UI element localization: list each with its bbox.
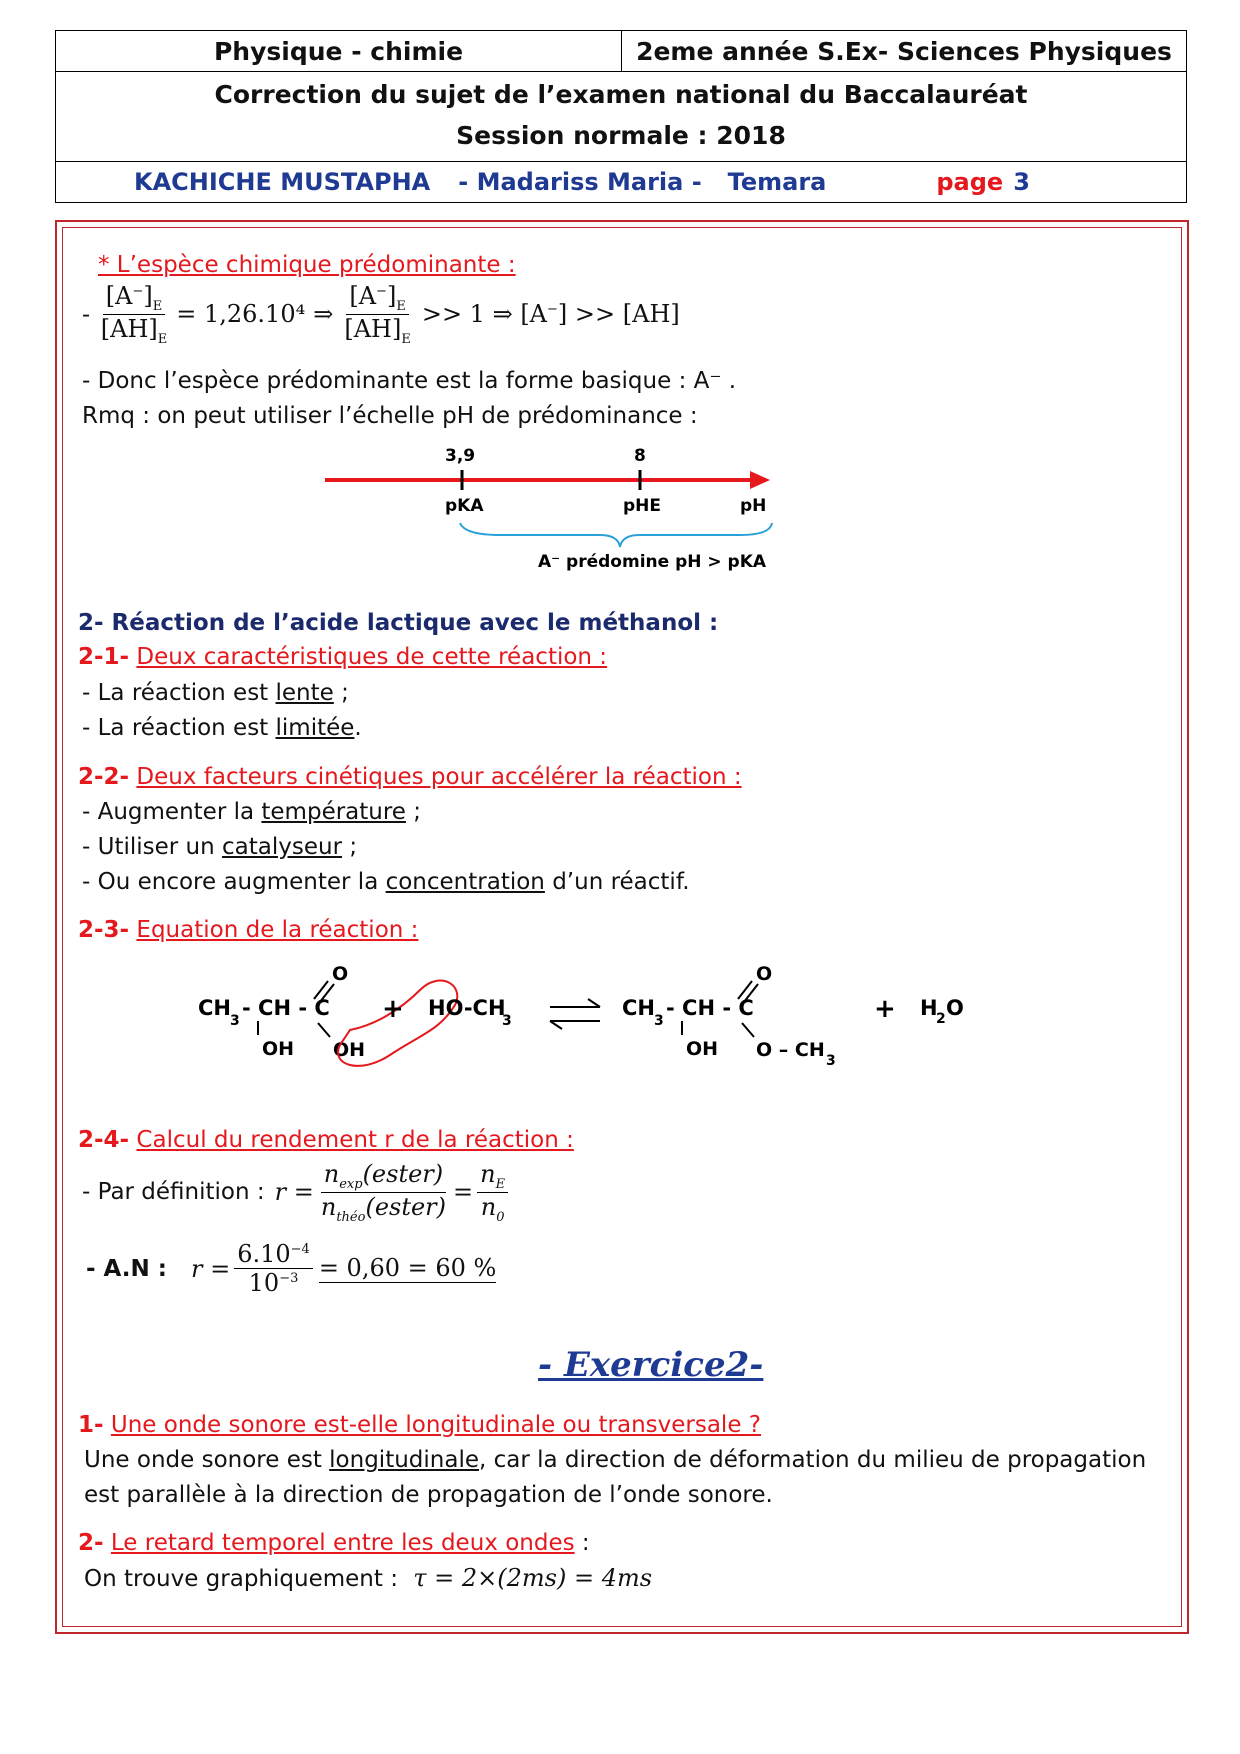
svg-text:- CH - C: - CH - C bbox=[666, 996, 754, 1020]
svg-text:3: 3 bbox=[826, 1053, 836, 1069]
ex2-q1-heading: 1- Une onde sonore est-elle longitudinale ou transversale ? bbox=[78, 1412, 761, 1438]
svg-text:O – CH: O – CH bbox=[756, 1039, 825, 1061]
header-author-row bbox=[56, 161, 1186, 202]
phe-label: pHE bbox=[623, 496, 662, 516]
page-header bbox=[55, 30, 1187, 203]
q22-line-3: - Ou encore augmenter la concentration d’un réactif. bbox=[82, 869, 690, 895]
phe-value: 8 bbox=[634, 446, 646, 466]
espece-heading: * L’espèce chimique prédominante : bbox=[98, 252, 516, 278]
q22-heading: 2-2- Deux facteurs cinétiques pour accélérer la réaction : bbox=[78, 764, 742, 790]
ex2-q2-line: On trouve graphiquement : τ = 2×(2ms) = 4ms bbox=[84, 1564, 653, 1592]
svg-text:+: + bbox=[874, 994, 896, 1024]
ph-label: pH bbox=[740, 496, 767, 516]
q22-line-1: - Augmenter la température ; bbox=[82, 799, 422, 825]
rendement-application: - A.N : r = $\frac{6.10^{-4}}{10^{-3}}$ = 0,60 = 60 % bbox=[86, 1240, 497, 1297]
svg-text:O: O bbox=[332, 963, 349, 985]
q21-line-2: - La réaction est limitée. bbox=[82, 715, 362, 741]
rmq-text: Rmq : on peut utiliser l’échelle pH de prédominance : bbox=[82, 403, 698, 429]
subject-cell: Physique - chimie bbox=[56, 31, 622, 71]
rendement-definition: - Par définition : r = $\frac{n_{exp}(ester)}{n_{théo}(ester)}$ = $\frac{n_E}{n_0}$ bbox=[82, 1160, 508, 1225]
author-name: KACHICHE MUSTAPHA bbox=[134, 168, 431, 196]
ex2-q1-line-1: Une onde sonore est longitudinale, car la direction de déformation du milieu de propagation bbox=[84, 1447, 1147, 1473]
espece-conclusion: - Donc l’espèce prédominante est la forme basique : A⁻ . bbox=[82, 368, 737, 394]
ratio-formula: - $\frac{[A^-]_E}{[AH]_E}$ = 1,26.10⁴ ⇒ $\frac{[A^-]_E}{[AH]_E}$ >> 1 ⇒ [A−] >> [AH] bbox=[82, 282, 680, 347]
q21-line-1: - La réaction est lente ; bbox=[82, 680, 349, 706]
level-cell: 2eme année S.Ex- Sciences Physiques bbox=[636, 36, 1172, 66]
svg-text:O: O bbox=[946, 996, 964, 1020]
ex2-q2-heading: 2- Le retard temporel entre les deux ondes : bbox=[78, 1530, 590, 1556]
ex2-q1-line-2: est parallèle à la direction de propagation de l’onde sonore. bbox=[84, 1482, 773, 1508]
svg-text:OH: OH bbox=[333, 1039, 366, 1061]
page-word: page bbox=[936, 168, 1004, 196]
q24-heading: 2-4- Calcul du rendement r de la réaction : bbox=[78, 1127, 574, 1153]
svg-text:3: 3 bbox=[230, 1013, 240, 1029]
svg-text:- CH - C: - CH - C bbox=[242, 996, 330, 1020]
svg-text:3: 3 bbox=[654, 1013, 664, 1029]
svg-text:+: + bbox=[382, 994, 404, 1024]
reaction-equation bbox=[190, 955, 990, 1085]
ph-axis-arrow bbox=[750, 471, 770, 489]
pka-value: 3,9 bbox=[445, 446, 476, 466]
q23-heading: 2-3- Equation de la réaction : bbox=[78, 917, 419, 943]
svg-text:O: O bbox=[756, 963, 773, 985]
rendement-result: = 0,60 = 60 % bbox=[318, 1254, 497, 1282]
svg-text:OH: OH bbox=[686, 1038, 719, 1060]
page-number: 3 bbox=[1013, 168, 1030, 196]
svg-text:CH: CH bbox=[198, 996, 231, 1020]
ratio-value: = 1,26.10⁴ bbox=[176, 300, 306, 329]
svg-text:CH: CH bbox=[622, 996, 655, 1020]
title-line-1: Correction du sujet de l’examen national du Baccalauréat bbox=[214, 80, 1028, 109]
header-title bbox=[56, 72, 1186, 156]
svg-text:OH: OH bbox=[262, 1038, 295, 1060]
ph-scale-diagram bbox=[300, 435, 820, 585]
pka-label: pKA bbox=[445, 496, 484, 516]
exercice2-title: - Exercice2- bbox=[538, 1345, 764, 1385]
predominance-brace bbox=[460, 523, 772, 547]
title-line-2: Session normale : 2018 bbox=[456, 121, 786, 150]
header-row-subject bbox=[56, 31, 1186, 72]
svg-text:2: 2 bbox=[936, 1011, 946, 1027]
svg-text:3: 3 bbox=[502, 1013, 512, 1029]
school-name: - Madariss Maria - bbox=[458, 168, 702, 196]
svg-text:H: H bbox=[920, 996, 938, 1020]
q22-line-2: - Utiliser un catalyseur ; bbox=[82, 834, 358, 860]
svg-text:HO-CH: HO-CH bbox=[428, 996, 506, 1020]
city-name: Temara bbox=[727, 168, 827, 196]
predominance-annotation: A⁻ prédomine pH > pKA bbox=[538, 552, 767, 572]
q21-heading: 2-1- Deux caractéristiques de cette réaction : bbox=[78, 644, 608, 670]
section2-title: 2- Réaction de l’acide lactique avec le méthanol : bbox=[78, 610, 719, 636]
retard-formula: τ = 2×(2ms) = 4ms bbox=[413, 1564, 653, 1592]
